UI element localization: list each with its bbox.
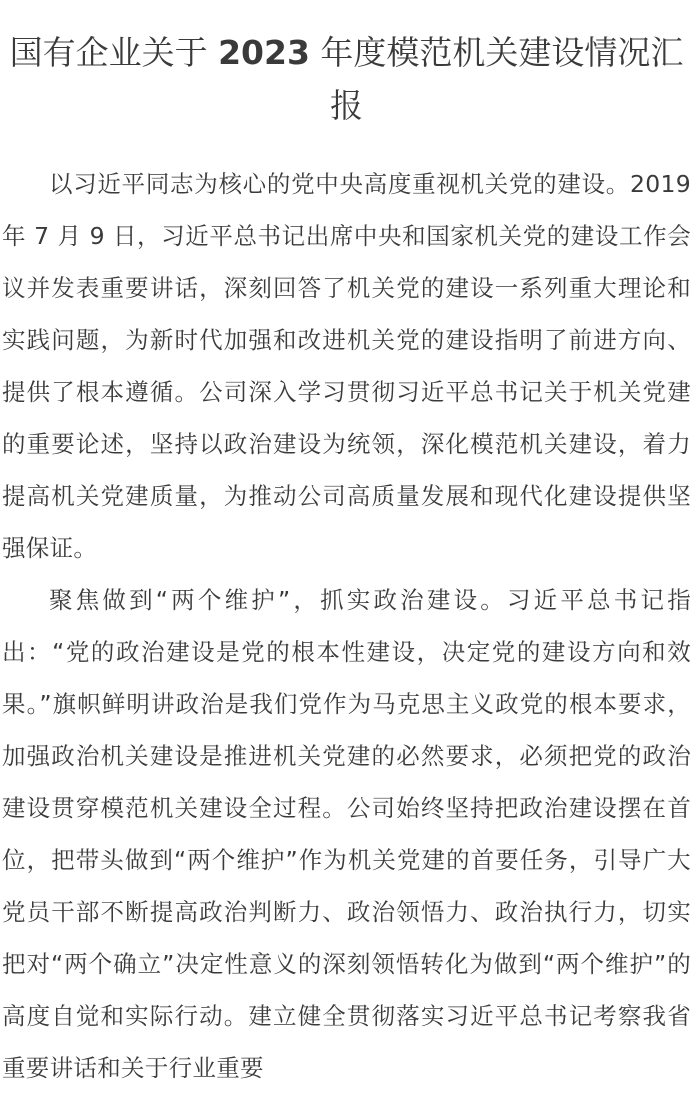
paragraph-2: 聚焦做到“两个维护”，抓实政治建设。习近平总书记指出：“党的政治建设是党的根本性建设，决定党的建设方向和效果。”旗帜鲜明讲政治是我们党作为马克思主义政党的根本要求，加强政治机关建设是推进机关党建的必然要求，必须把党的政治建设贯穿模范机关建设全过程。公司始终坚持把政治建设摆在首位，把带头做到“两个维护”作为机关党建的首要任务，引导广大党员干部不断提高政治判断力、政治领悟力、政治执行力，切实把对“两个确立”决定性意义的深刻领悟转化为做到“两个维护”的高度自觉和实际行动。建立健全贯彻落实习近平总书记考察我省重要讲话和关于行业重要 bbox=[2, 586, 691, 1082]
title-part2: 年度模范机关建设情况汇报 bbox=[320, 33, 684, 125]
document-title bbox=[2, 0, 691, 132]
paragraph-1: 以习近平同志为核心的党中央高度重视机关党的建设。2019 年 7 月 9 日，习近平总书记出席中央和国家机关党的建设工作会议并发表重要讲话，深刻回答了机关党的建设一系列重大理论和实践问题，为新时代加强和改进机关党的建设指明了前进方向、提供了根本遵循。公司深入学习贯彻习近平总书记关于机关党建的重要论述，坚持以政治建设为统领，深化模范机关建设，着力提高机关党建质量，为推动公司高质量发展和现代化建设提供坚强保证。 bbox=[2, 170, 691, 562]
document-body bbox=[2, 158, 691, 1094]
title-part1: 国有企业关于 bbox=[9, 33, 208, 72]
title-year: 2023 bbox=[218, 33, 310, 72]
